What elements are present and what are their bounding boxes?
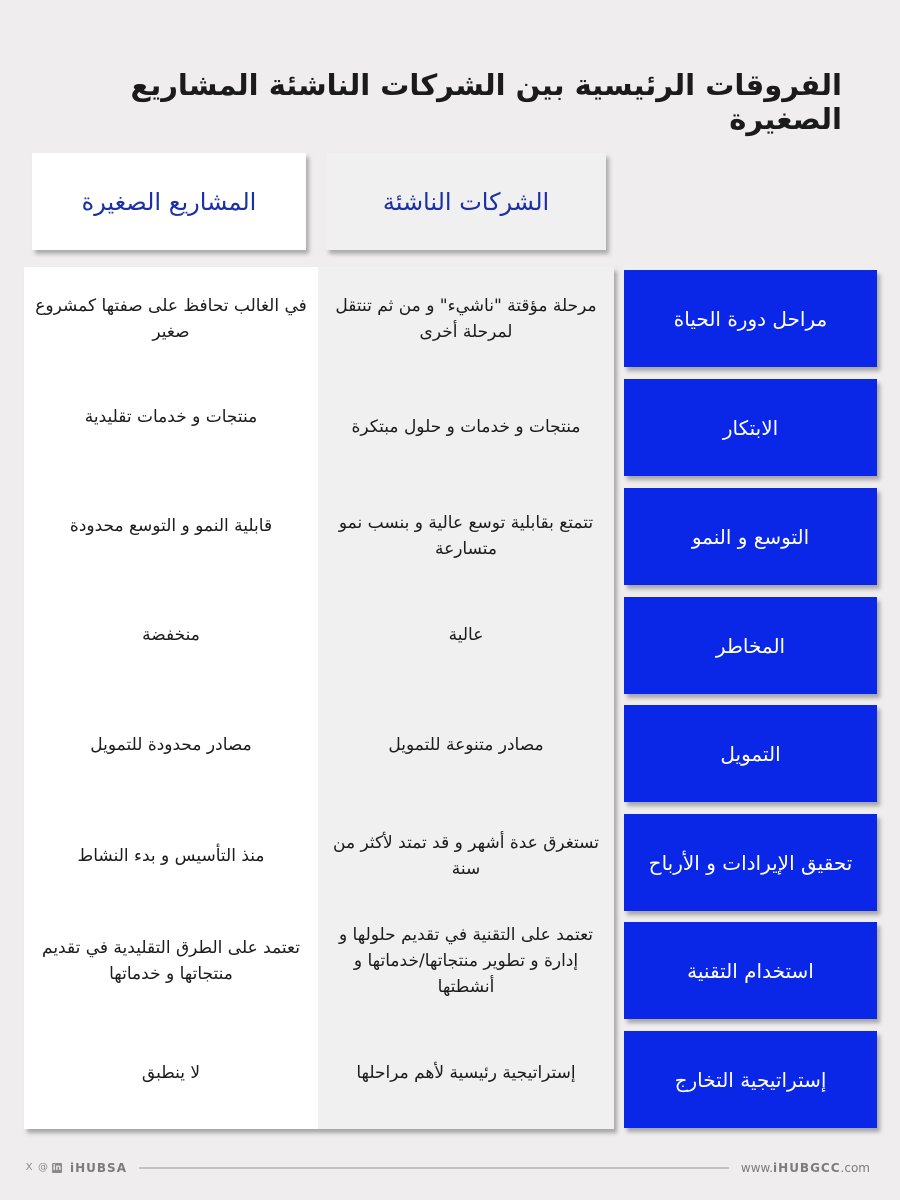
page-title: الفروقات الرئيسية بين الشركات الناشئة المشاريع الصغيرة [130,68,842,136]
cell-startups-risk: عالية [448,625,484,645]
row-label-revenue: تحقيق الإيرادات و الأرباح [624,814,877,911]
x-icon[interactable]: X [25,1162,33,1173]
cell-small-revenue: منذ التأسيس و بدء النشاط [77,846,265,866]
social-links [24,1161,127,1175]
cell-startups-technology: تعتمد على التقنية في تقديم حلولها و إدارة و تطوير منتجاتها/خدماتها و أنشطتها [338,925,594,997]
cell-small-technology: تعتمد على الطرق التقليدية في تقديم منتجاتها و خدماتها [42,938,300,984]
row-label-technology: استخدام التقنية [624,922,877,1019]
cell-startups-innovation: منتجات و خدمات و حلول مبتكرة [351,417,581,437]
footer-divider [139,1167,729,1169]
website-link[interactable] [741,1161,870,1175]
row-label-exit: إستراتيجية التخارج [624,1031,877,1128]
cell-startups-growth: تتمتع بقابلية توسع عالية و بنسب نمو متسارعة [338,513,594,559]
threads-icon[interactable]: @ [38,1162,48,1173]
row-label-growth: التوسع و النمو [624,488,877,585]
url-brand: iHUBGCC [773,1161,841,1175]
column-header-small-projects: المشاريع الصغيرة [32,153,306,250]
url-suffix: .com [840,1161,870,1175]
footer [24,1158,870,1178]
linkedin-icon[interactable]: in [52,1163,62,1172]
cell-small-lifecycle: في الغالب تحافظ على صفتها كمشروع صغير [35,296,307,342]
cell-small-growth: قابلية النمو و التوسع محدودة [69,516,273,536]
cell-small-innovation: منتجات و خدمات تقليدية [84,407,258,427]
cell-small-funding: مصادر محدودة للتمويل [90,735,252,755]
row-label-funding: التمويل [624,705,877,802]
cell-startups-revenue: تستغرق عدة أشهر و قد تمتد لأكثر من سنة [333,833,599,879]
row-label-innovation: الابتكار [624,379,877,476]
comparison-table [24,267,614,1129]
row-label-risk: المخاطر [624,597,877,694]
column-header-startups: الشركات الناشئة [326,153,606,250]
cell-startups-funding: مصادر متنوعة للتمويل [388,735,544,755]
cell-small-risk: منخفضة [142,625,200,645]
cell-small-exit: لا ينطبق [141,1063,201,1083]
brand-name: iHUBSA [70,1161,127,1175]
row-label-lifecycle: مراحل دورة الحياة [624,270,877,367]
cell-startups-lifecycle: مرحلة مؤقتة "ناشيء" و من ثم تنتقل لمرحلة أخرى [335,296,597,342]
url-prefix: www. [740,1161,774,1175]
cell-startups-exit: إستراتيجية رئيسية لأهم مراحلها [356,1063,576,1083]
